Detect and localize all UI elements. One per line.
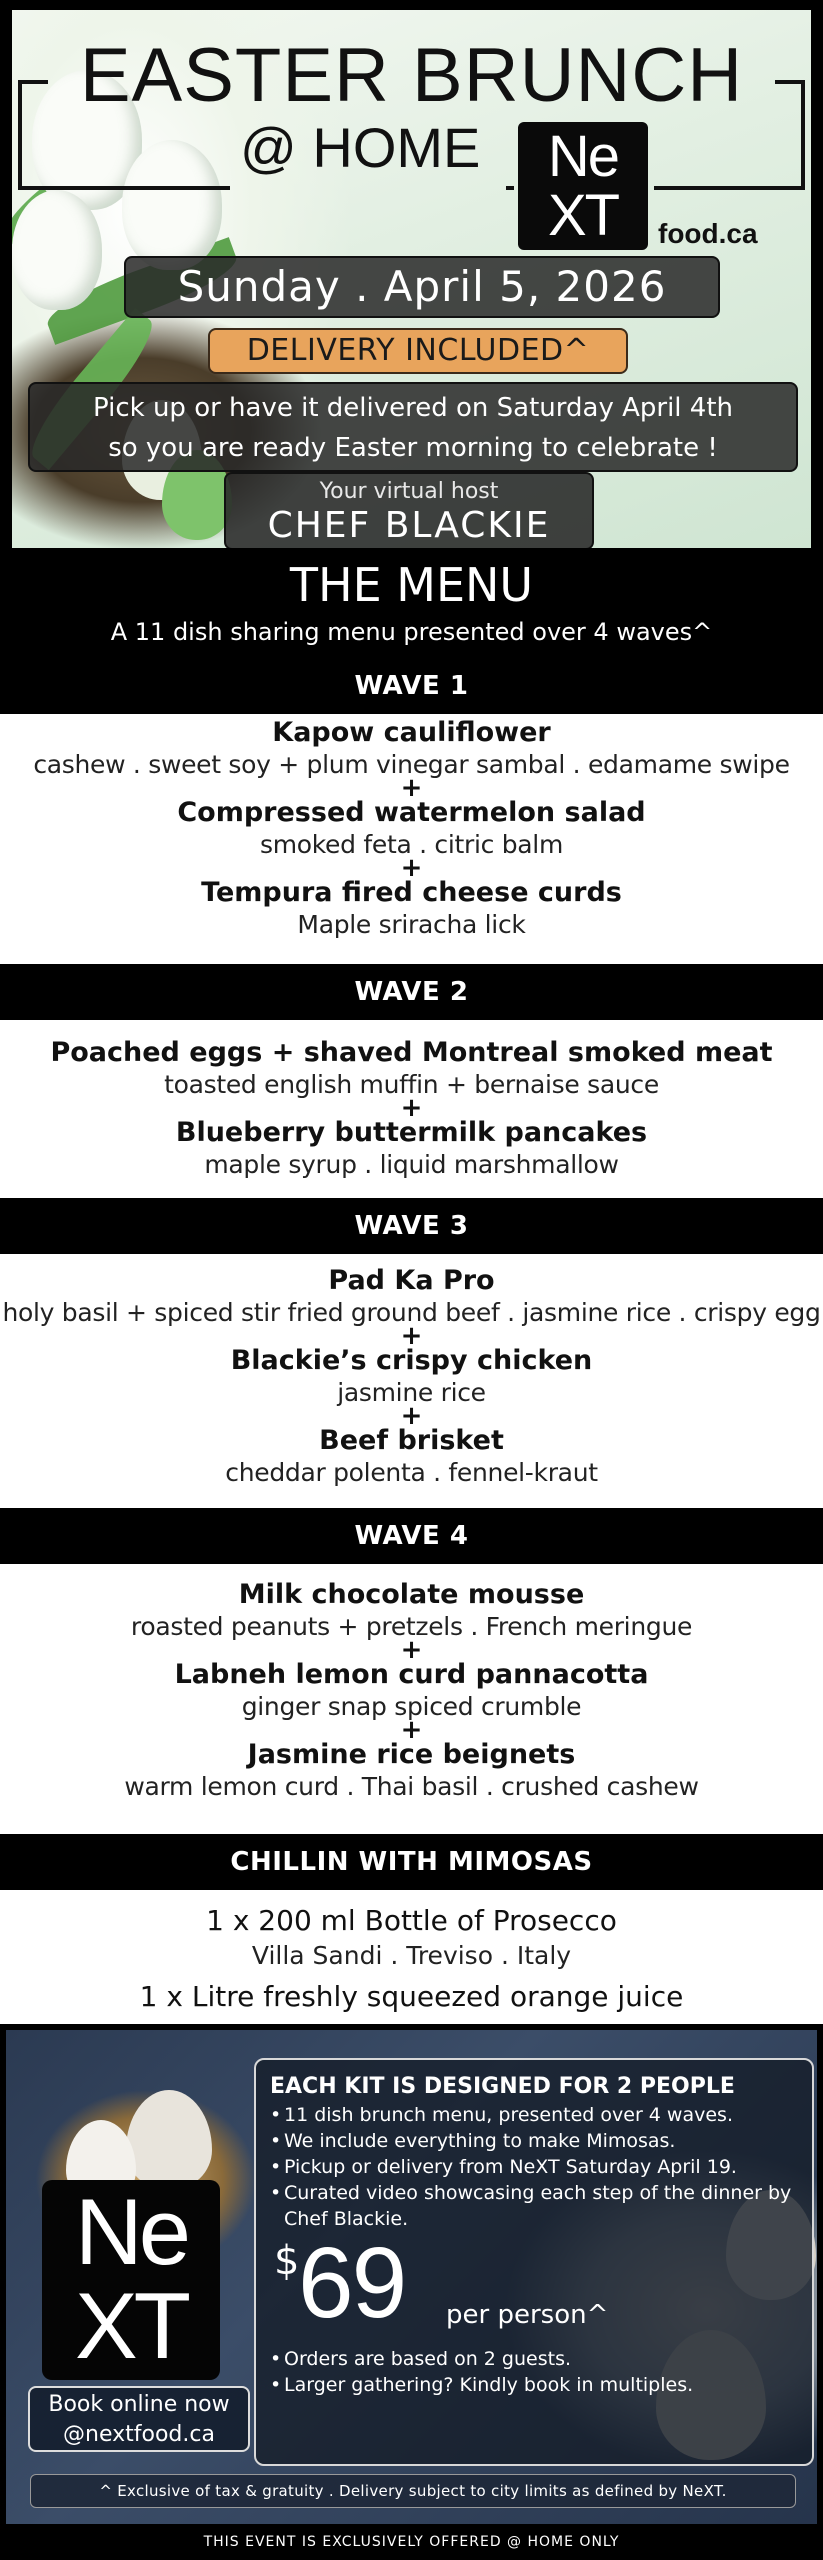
disclaimer: ^ Exclusive of tax & gratuity . Delivery subject to city limits as defined by NeXT. [30, 2474, 796, 2508]
kit-details [254, 2058, 814, 2466]
book-line-2: @nextfood.ca [63, 2422, 215, 2447]
dish-description: cheddar polenta . fennel-kraut [225, 1458, 598, 1487]
dish-name: Kapow cauliflower [272, 717, 551, 748]
orange-juice-item: 1 x Litre freshly squeezed orange juice [139, 1980, 684, 2013]
kit-title: EACH KIT IS DESIGNED FOR 2 PEOPLE [270, 2074, 735, 2099]
exclusive-notice: THIS EVENT IS EXCLUSIVELY OFFERED @ HOME ONLY [6, 2524, 817, 2560]
dish-name: Poached eggs + shaved Montreal smoked meat [50, 1037, 773, 1068]
logo-text-bottom: XT [74, 2273, 188, 2378]
menu-title: THE MENU [289, 558, 534, 612]
dish-name: Jasmine rice beignets [247, 1739, 576, 1770]
wave-3-header: WAVE 3 [0, 1198, 823, 1254]
price-currency: $ [274, 2238, 300, 2284]
dish-description: maple syrup . liquid marshmallow [204, 1150, 619, 1179]
dish-name: Compressed watermelon salad [177, 797, 646, 828]
plus-separator: + [400, 1635, 423, 1665]
dish-description: Maple sriracha lick [297, 910, 526, 939]
pickup-line-2: so you are ready Easter morning to celebrate ! [108, 433, 718, 463]
dish-name: Milk chocolate mousse [238, 1579, 585, 1610]
plus-separator: + [400, 853, 423, 883]
pickup-line-1: Pick up or have it delivered on Saturday April 4th [93, 393, 733, 423]
event-date: Sunday . April 5, 2026 [124, 256, 720, 318]
tulip-decoration [12, 190, 102, 310]
wave-4-dishes [0, 1578, 823, 1802]
dish-description: warm lemon curd . Thai basil . crushed cashew [124, 1772, 699, 1801]
kit-footer [0, 2024, 823, 2560]
next-logo-large [42, 2180, 220, 2380]
dish-description: jasmine rice [337, 1378, 486, 1407]
logo-text-bottom: XT [547, 183, 619, 248]
kit-feature: • Curated video showcasing each step of the dinner by Chef Blackie. [270, 2180, 798, 2232]
dish-description: holy basil + spiced stir fried ground beef . jasmine rice . crispy egg [2, 1298, 821, 1327]
dish-name: Beef brisket [319, 1425, 504, 1456]
dish-name: Blackie’s crispy chicken [230, 1345, 593, 1376]
order-note: • Larger gathering? Kindly book in multiples. [270, 2372, 798, 2398]
host-info [224, 472, 594, 548]
order-notes [270, 2346, 798, 2398]
kit-feature-list [270, 2102, 798, 2232]
wave-2-dishes [0, 1036, 823, 1180]
dish-description: cashew . sweet soy + plum vinegar sambal . edamame swipe [33, 750, 790, 779]
dish-description: ginger snap spiced crumble [241, 1692, 582, 1721]
dish-description: smoked feta . citric balm [260, 830, 563, 859]
hero-title: EASTER BRUNCH [79, 33, 744, 118]
price-unit: per person^ [446, 2300, 609, 2330]
frame-line [18, 186, 230, 190]
dish-name: Tempura fired cheese curds [201, 877, 622, 908]
plus-separator: + [400, 1093, 423, 1123]
wave-1-header: WAVE 1 [0, 658, 823, 714]
egg-decoration [126, 2090, 212, 2190]
menu-subtitle: A 11 dish sharing menu presented over 4 waves^ [110, 618, 713, 646]
price [270, 2227, 798, 2346]
wave-4-header: WAVE 4 [0, 1508, 823, 1564]
wave-3-dishes [0, 1264, 823, 1488]
kit-feature: • We include everything to make Mimosas. [270, 2128, 798, 2154]
logo-text-top: Ne [547, 124, 619, 189]
tulip-decoration [122, 140, 222, 270]
hero-banner [0, 0, 823, 548]
plus-separator: + [400, 773, 423, 803]
menu-header [0, 548, 823, 658]
frame-line [654, 186, 805, 190]
dish-name: Pad Ka Pro [328, 1265, 495, 1296]
plus-separator: + [400, 1715, 423, 1745]
wave-2-header: WAVE 2 [0, 964, 823, 1020]
dish-name: Blueberry buttermilk pancakes [175, 1117, 648, 1148]
book-line-1: Book online now [48, 2392, 230, 2417]
plus-separator: + [400, 1321, 423, 1351]
wave-1-dishes [0, 716, 823, 940]
logo-suffix: food.ca [658, 218, 758, 249]
dish-description: roasted peanuts + pretzels . French meringue [130, 1612, 693, 1641]
logo-text-top: Ne [74, 2179, 188, 2284]
mimosas-header: CHILLIN WITH MIMOSAS [0, 1834, 823, 1890]
kit-feature: • Pickup or delivery from NeXT Saturday April 19. [270, 2154, 798, 2180]
hero-subtitle-at-home: @ HOME [240, 116, 481, 179]
host-label: Your virtual host [319, 479, 499, 504]
book-online-link[interactable] [28, 2386, 250, 2452]
mimosas-items [0, 1902, 823, 2016]
plus-separator: + [400, 1401, 423, 1431]
host-name: CHEF BLACKIE [267, 505, 551, 546]
prosecco-item: 1 x 200 ml Bottle of Prosecco [206, 1904, 617, 1937]
prosecco-origin: Villa Sandi . Treviso . Italy [251, 1941, 572, 1970]
next-logo [518, 122, 648, 250]
kit-feature: • 11 dish brunch menu, presented over 4 waves. [270, 2102, 798, 2128]
delivery-badge: DELIVERY INCLUDED^ [208, 328, 628, 374]
dish-description: toasted english muffin + bernaise sauce [164, 1070, 659, 1099]
price-amount: 69 [298, 2227, 406, 2339]
frame-line [506, 186, 514, 190]
dish-name: Labneh lemon curd pannacotta [174, 1659, 649, 1690]
order-note: • Orders are based on 2 guests. [270, 2346, 798, 2372]
pickup-info [28, 382, 798, 472]
